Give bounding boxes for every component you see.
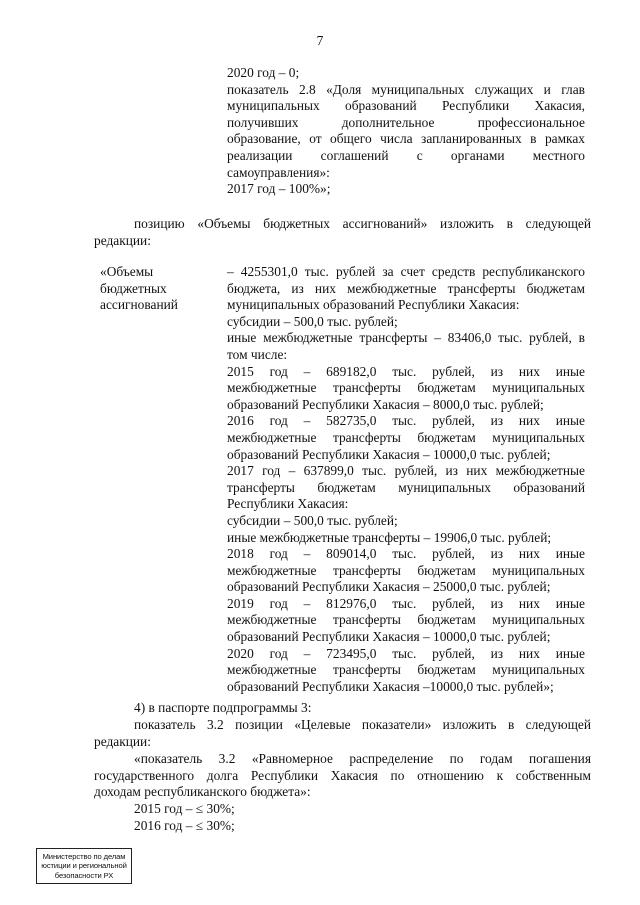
value-line: образований Республики Хакасия – 8000,0 тыс. рублей; [227,396,544,412]
stamp-line: безопасности РХ [54,870,114,880]
value-line: межбюджетные трансферты бюджетам муниципальных [227,612,585,628]
text-line: «показатель 3.2 «Равномерное распределение по годам погашения [134,751,591,766]
value-line: Республики Хакасия: [227,496,349,512]
value-line: 2018 год – 809014,0 тыс. рублей, из них иные [227,546,585,562]
value-line: 2016 год – 582735,0 тыс. рублей, из них иные [227,413,585,429]
text-line: 2015 год – ≤ 30%; [134,801,235,816]
text-line: позицию «Объемы бюджетных ассигнований» изложить в следующей [134,216,591,231]
value-line: том числе: [227,346,288,362]
value-line: иные межбюджетные трансферты – 83406,0 тыс. рублей, в [227,330,585,346]
label-line: ассигнований [100,297,178,313]
text-line: редакции: [94,733,151,749]
value-line: образований Республики Хакасия –10000,0 тыс. рублей»; [227,678,554,694]
ministry-stamp [36,848,132,884]
item-4-heading [134,700,584,717]
text-line: государственного долга Республики Хакасия по отношению к собственным [94,767,591,783]
value-line: 2020 год – 723495,0 тыс. рублей, из них иные [227,645,585,661]
intro-paragraph [94,216,591,249]
year-values [134,801,434,834]
value-line: образований Республики Хакасия – 10000,0 тыс. рублей; [227,629,551,645]
value-line: 2017 год – 637899,0 тыс. рублей, из них межбюджетные [227,463,585,479]
text-line: показатель 2.8 «Доля муниципальных служащих и глав [227,81,585,97]
value-line: субсидии – 500,0 тыс. рублей; [227,512,398,528]
page-number: 7 [316,33,324,48]
value-line: муниципальных образований Республики Хакасия: [227,297,520,313]
text-line: редакции: [94,232,151,248]
quote-paragraph [94,751,591,801]
value-line: межбюджетные трансферты бюджетам муниципальных [227,662,585,678]
budget-row-value [227,264,585,695]
stamp-line: Министерство по делам [42,852,126,861]
indicator-2-8-block [227,65,585,198]
text-line: 2016 год – ≤ 30%; [134,817,235,833]
value-line: – 4255301,0 тыс. рублей за счет средств республиканского [227,264,585,279]
text-line: 2020 год – 0; [227,65,300,80]
value-line: образований Республики Хакасия – 25000,0 тыс. рублей; [227,579,551,595]
text-line: реализации соглашений с органами местного [227,147,585,163]
text-line: показатель 3.2 позиции «Целевые показатели» изложить в следующей [134,717,591,732]
text-line: самоуправления»: [227,164,330,180]
text-line: получивших дополнительное профессиональное [227,114,585,130]
text-line: 4) в паспорте подпрограммы 3: [134,700,312,715]
value-line: 2015 год – 689182,0 тыс. рублей, из них иные [227,363,585,379]
text-line: образование, от общего числа запланированных в рамках [227,131,585,147]
value-line: образований Республики Хакасия – 10000,0 тыс. рублей; [227,446,551,462]
stamp-line: юстиции и региональной [41,861,127,871]
value-line: межбюджетные трансферты бюджетам муниципальных [227,429,585,445]
value-line: межбюджетные трансферты бюджетам муниципальных [227,380,585,396]
label-line: «Объемы [100,264,154,279]
text-line: 2017 год – 100%»; [227,181,331,197]
value-line: межбюджетные трансферты бюджетам муниципальных [227,562,585,578]
budget-row-label [100,264,220,314]
value-line: трансферты бюджетам муниципальных образований [227,479,585,495]
label-line: бюджетных [100,280,167,296]
value-line: иные межбюджетные трансферты – 19906,0 тыс. рублей; [227,529,552,545]
value-line: бюджета, из них межбюджетные трансферты бюджетам [227,280,585,296]
text-line: муниципальных образований Республики Хакасия, [227,98,585,114]
indicator-3-2-paragraph [94,717,591,750]
value-line: субсидии – 500,0 тыс. рублей; [227,313,398,329]
text-line: доходам республиканского бюджета»: [94,784,311,800]
value-line: 2019 год – 812976,0 тыс. рублей, из них иные [227,595,585,611]
